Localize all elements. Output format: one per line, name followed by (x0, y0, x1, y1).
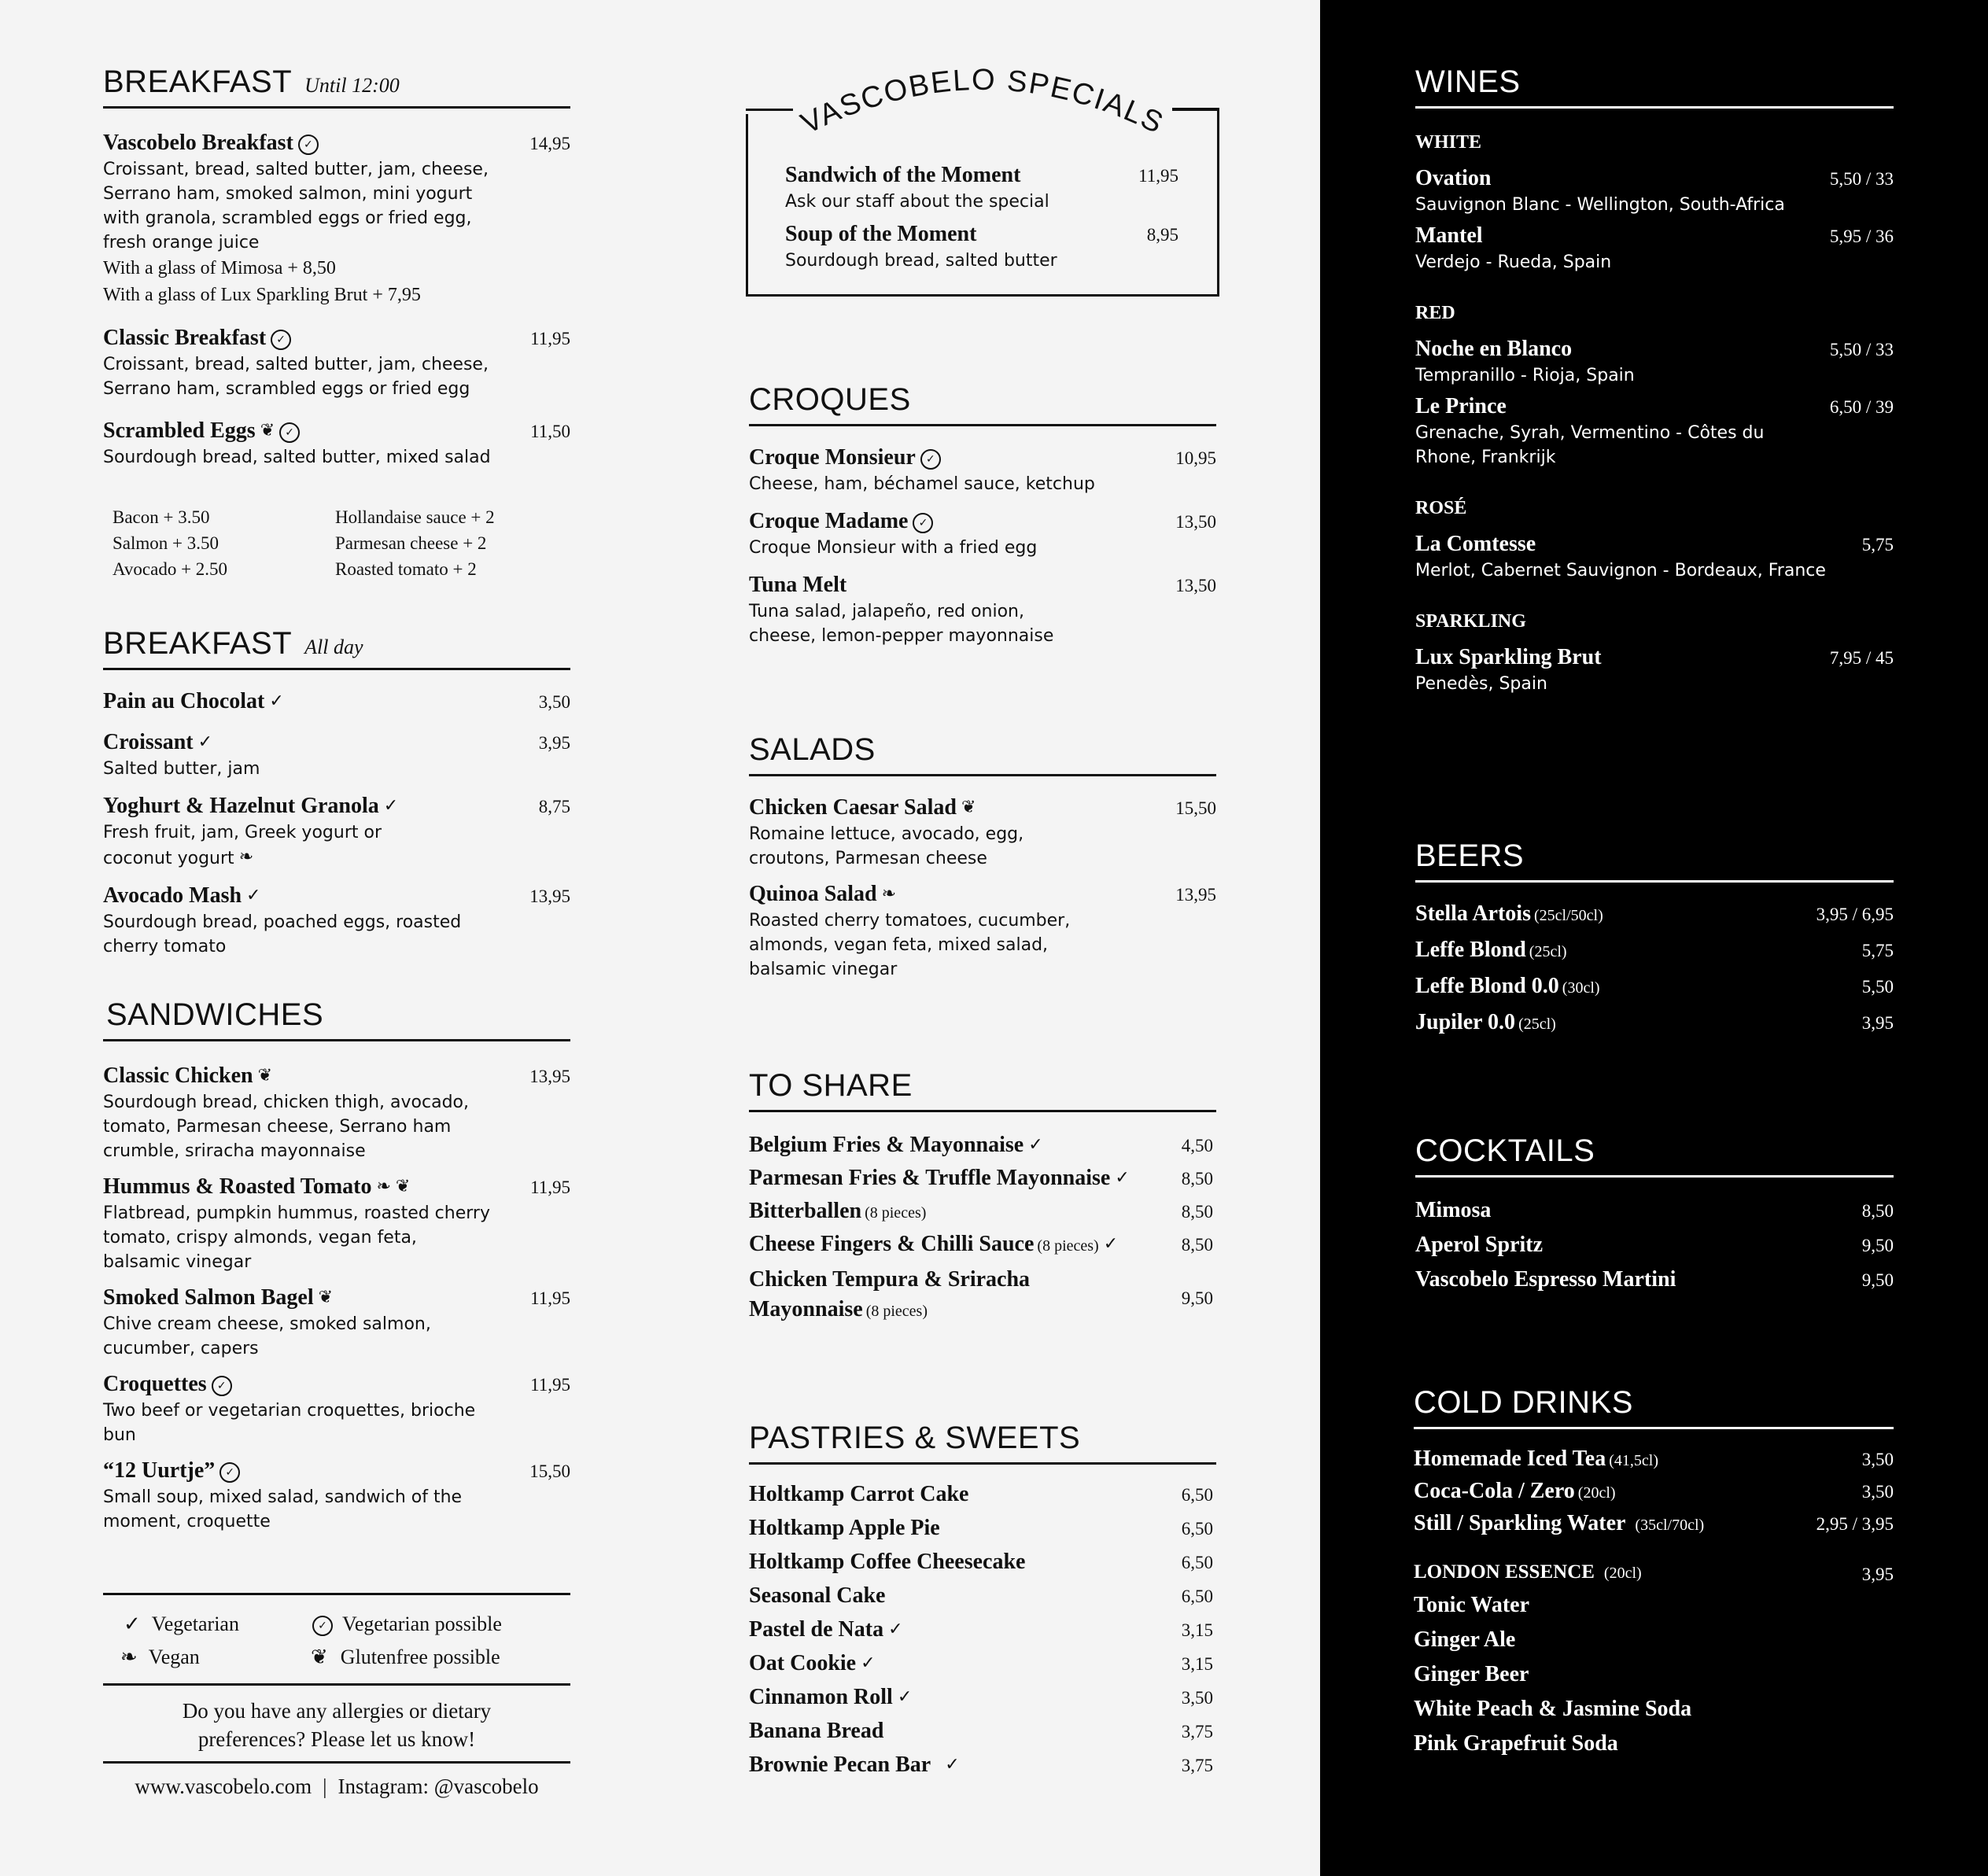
allergy-note-line: preferences? Please let us know! (197, 1727, 476, 1751)
item-price: 3,15 (1181, 1620, 1213, 1640)
item-name: Pastel de Nata (749, 1617, 884, 1642)
item-price: 5,50 (1861, 977, 1894, 997)
menu-item (103, 131, 570, 308)
section-title: BEERS (1415, 838, 1894, 883)
item-name: Avocado Mash (103, 883, 242, 908)
section-title (103, 626, 570, 670)
to-share-section (749, 1068, 1216, 1325)
item-name: La Comtesse (1415, 532, 1536, 556)
addon: Parmesan cheese + 2 (335, 533, 487, 553)
menu-item (1415, 394, 1894, 470)
item-name: Pink Grapefruit Soda (1414, 1731, 1618, 1756)
vegetarian-icon: ✓ (945, 1755, 960, 1775)
specials-title-arc (793, 61, 1172, 140)
cold-drinks-section (1414, 1385, 1894, 1756)
item-size: (8 pieces) (1037, 1237, 1099, 1255)
menu-item (1414, 1662, 1894, 1687)
menu-item (749, 1265, 1064, 1325)
vegetarian-icon: ✓ (383, 796, 399, 816)
item-price: 11,95 (530, 329, 570, 348)
item-description: Sourdough bread, salted butter (785, 251, 1057, 271)
item-name: Stella Artois (1415, 901, 1531, 926)
item-size: (25cl) (1529, 943, 1567, 960)
item-name: Yoghurt & Hazelnut Granola (103, 794, 379, 818)
legend-box (103, 1593, 570, 1686)
glutenfree-icon: ❦ (260, 421, 275, 440)
section-title: SALADS (749, 732, 1216, 776)
item-name: Noche en Blanco (1415, 337, 1573, 361)
wine-category-label: WHITE (1415, 132, 1482, 153)
item-price: 15,50 (1175, 798, 1216, 818)
item-name: Chicken Caesar Salad (749, 795, 957, 820)
item-size: (41,5cl) (1609, 1452, 1658, 1469)
vegetarian-icon: ✓ (124, 1612, 141, 1636)
item-description: Grenache, Syrah, Vermentino - Côtes du Rhone, Frankrijk (1415, 423, 1765, 467)
addons-right (335, 504, 495, 582)
item-description: Tuna salad, jalapeño, red onion, cheese, lemon-pepper mayonnaise (749, 602, 1054, 646)
item-name: Cheese Fingers & Chilli Sauce (749, 1232, 1035, 1256)
vegetarian-possible-icon: ✓ (271, 330, 291, 350)
legend-label: Glutenfree possible (340, 1646, 500, 1668)
menu-item (785, 222, 1178, 273)
item-description: Sauvignon Blanc - Wellington, South-Africa (1415, 195, 1785, 215)
vegetarian-possible-icon: ✓ (212, 1376, 232, 1396)
section-title: PASTRIES & SWEETS (749, 1421, 1216, 1465)
footer-links (103, 1773, 570, 1800)
website-link[interactable]: www.vascobelo.com (135, 1775, 312, 1798)
addon: Bacon + 3.50 (112, 507, 210, 527)
item-name: Chicken Tempura & Sriracha Mayonnaise (749, 1267, 1031, 1321)
item-description (103, 820, 402, 871)
item-description-text: Fresh fruit, jam, Greek yogurt or coconut yogurt (103, 823, 382, 868)
divider: | (323, 1775, 327, 1798)
item-price: 10,95 (1175, 448, 1216, 468)
item-name: Croque Madame (749, 509, 909, 533)
item-name: Ginger Beer (1414, 1662, 1529, 1686)
menu-item (749, 882, 1216, 982)
item-extra: With a glass of Lux Sparkling Brut + 7,95 (103, 285, 421, 305)
menu-item (1414, 1593, 1894, 1618)
item-price: 3,75 (1181, 1756, 1213, 1775)
legend-vegetarian (124, 1611, 239, 1638)
vegetarian-icon: ✓ (269, 691, 284, 711)
menu-item (103, 1063, 570, 1163)
menu-item (103, 689, 570, 714)
item-price: 6,50 (1181, 1485, 1213, 1505)
item-name: Smoked Salmon Bagel (103, 1285, 314, 1310)
item-name: Lux Sparkling Brut (1415, 645, 1602, 669)
item-name: Mantel (1415, 223, 1483, 248)
vegan-icon: ❧ (376, 1177, 391, 1196)
vegetarian-possible-icon: ✓ (920, 449, 941, 470)
menu-item (1414, 1627, 1894, 1653)
wines-section (1415, 64, 1894, 696)
item-description: Sourdough bread, chicken thigh, avocado, tomato, Parmesan cheese, Serrano ham crumble, sriracha mayonnaise (103, 1093, 469, 1161)
item-extra: With a glass of Mimosa + 8,50 (103, 258, 336, 278)
cocktails-section (1415, 1133, 1894, 1292)
section-title-text: BREAKFAST (103, 64, 293, 99)
menu-item (749, 1651, 1216, 1676)
menu-item (1414, 1731, 1894, 1756)
section-title: CROQUES (749, 382, 1216, 426)
glutenfree-icon: ❦ (311, 1646, 328, 1669)
item-name: Sandwich of the Moment (785, 163, 1021, 187)
item-size: (30cl) (1562, 979, 1600, 997)
vegan-icon: ❧ (120, 1646, 138, 1669)
menu-item (1415, 1233, 1894, 1258)
menu-item (1414, 1697, 1894, 1722)
item-name: Scrambled Eggs (103, 418, 256, 443)
item-price: 5,75 (1861, 941, 1894, 960)
item-price: 2,95 / 3,95 (1816, 1514, 1894, 1534)
item-name: Holtkamp Carrot Cake (749, 1482, 969, 1506)
menu-item (749, 1685, 1216, 1710)
legend-label: Vegan (148, 1646, 200, 1668)
vegetarian-icon: ✓ (1115, 1168, 1130, 1188)
item-name: Homemade Iced Tea (1414, 1447, 1606, 1471)
item-price: 6,50 (1181, 1553, 1213, 1572)
wine-category-label: RED (1415, 303, 1455, 323)
legend-vegetarian-possible (308, 1611, 502, 1638)
item-price: 11,95 (530, 1288, 570, 1308)
item-name: Ginger Ale (1414, 1627, 1516, 1652)
vegetarian-icon: ✓ (246, 886, 261, 905)
item-name: Classic Chicken (103, 1063, 253, 1088)
vegetarian-icon: ✓ (897, 1687, 913, 1707)
item-size: (20cl) (1577, 1484, 1616, 1502)
item-description: Sourdough bread, salted butter, mixed salad (103, 448, 491, 467)
section-subtitle: All day (304, 636, 363, 658)
item-price: 11,95 (530, 1178, 570, 1197)
item-price: 9,50 (1861, 1270, 1894, 1290)
item-name: Classic Breakfast (103, 326, 267, 350)
item-name: Seasonal Cake (749, 1583, 886, 1608)
menu-item (749, 1232, 1216, 1257)
vegetarian-possible-icon: ✓ (312, 1616, 333, 1636)
wine-category-label: SPARKLING (1415, 611, 1526, 632)
menu-item (1415, 223, 1894, 275)
vegetarian-possible-icon: ✓ (298, 135, 319, 155)
item-description: Croissant, bread, salted butter, jam, cheese, Serrano ham, smoked salmon, mini yogurt with granola, scrambled eggs or fried egg, fresh orange juice (103, 160, 489, 252)
item-price: 8,95 (1146, 225, 1178, 245)
menu-item (1414, 1447, 1894, 1472)
item-name: Bitterballen (749, 1199, 862, 1223)
menu-item (749, 1199, 1216, 1224)
item-price: 3,95 / 6,95 (1816, 905, 1894, 924)
item-description: Small soup, mixed salad, sandwich of the moment, croquette (103, 1487, 463, 1531)
menu-item (749, 1753, 1216, 1778)
item-name: Brownie Pecan Bar (749, 1753, 931, 1777)
vegetarian-icon: ✓ (197, 732, 213, 752)
menu-item (103, 418, 570, 470)
menu-item (749, 1482, 1216, 1507)
specials-title: VASCOBELO SPECIALS (795, 63, 1170, 140)
section-title: COCKTAILS (1415, 1133, 1894, 1178)
item-price: 11,95 (530, 1375, 570, 1395)
item-price: 3,50 (1181, 1688, 1213, 1708)
item-description: Cheese, ham, béchamel sauce, ketchup (749, 474, 1095, 494)
item-price: 14,95 (529, 134, 570, 153)
menu-item (1415, 645, 1894, 696)
menu-item (103, 794, 570, 871)
item-name: Parmesan Fries & Truffle Mayonnaise (749, 1166, 1111, 1190)
item-name: Pain au Chocolat (103, 689, 265, 713)
item-name: Cinnamon Roll (749, 1685, 893, 1709)
menu-item (749, 573, 1216, 648)
menu-item (103, 730, 570, 781)
item-price: 5,50 / 33 (1829, 169, 1894, 189)
item-name: Ovation (1415, 166, 1492, 190)
item-price: 13,95 (529, 1067, 570, 1086)
item-size: (20cl) (1603, 1565, 1642, 1582)
item-price: 3,50 (538, 692, 570, 712)
item-name: Vascobelo Breakfast (103, 131, 293, 155)
vegetarian-possible-icon: ✓ (219, 1462, 240, 1483)
salads-section (749, 732, 1216, 982)
item-description: Salted butter, jam (103, 759, 260, 779)
item-price: 11,95 (1138, 166, 1178, 186)
menu-item (1415, 901, 1894, 927)
addon: Avocado + 2.50 (112, 559, 228, 579)
item-size: (8 pieces) (865, 1303, 928, 1320)
item-price: 3,75 (1181, 1722, 1213, 1741)
menu-item (749, 1719, 1216, 1744)
item-description: Roasted cherry tomatoes, cucumber, almonds, vegan feta, mixed salad, balsamic vinegar (749, 911, 1071, 979)
vegetarian-icon: ✓ (1103, 1234, 1119, 1254)
menu-item (785, 163, 1178, 214)
pastries-section (749, 1421, 1216, 1778)
item-size: (35cl/70cl) (1635, 1517, 1705, 1534)
menu-item (103, 1372, 570, 1447)
allergy-note-line: Do you have any allergies or dietary (182, 1699, 492, 1723)
item-name: Jupiler 0.0 (1415, 1010, 1516, 1034)
item-name: Aperol Spritz (1415, 1233, 1544, 1257)
svg-text:VASCOBELO SPECIALS (796, 64, 1169, 140)
menu-item (1415, 1010, 1894, 1035)
item-price: 5,95 / 36 (1829, 227, 1894, 246)
item-price: 13,50 (1175, 512, 1216, 532)
item-description: Chive cream cheese, smoked salmon, cucumber, capers (103, 1314, 431, 1358)
item-description: Verdejo - Rueda, Spain (1415, 252, 1612, 272)
menu-item (103, 1458, 570, 1534)
legend-vegan (120, 1644, 200, 1671)
addon: Roasted tomato + 2 (335, 559, 477, 579)
item-size: (8 pieces) (865, 1204, 927, 1222)
item-name: Tonic Water (1414, 1593, 1530, 1617)
item-price: 3,95 (538, 733, 570, 753)
item-price: 11,50 (530, 422, 570, 441)
item-name: Croissant (103, 730, 194, 754)
item-price: 8,50 (1861, 1201, 1894, 1221)
item-price: 3,50 (1861, 1450, 1894, 1469)
glutenfree-icon: ❦ (395, 1177, 411, 1196)
item-name: Le Prince (1415, 394, 1507, 418)
item-name: Vascobelo Espresso Martini (1415, 1267, 1676, 1292)
menu-item (749, 1516, 1216, 1541)
menu-item (749, 1166, 1216, 1191)
item-price: 6,50 / 39 (1829, 397, 1894, 417)
item-price: 15,50 (529, 1461, 570, 1481)
menu-item (1414, 1479, 1894, 1504)
addon: Salmon + 3.50 (112, 533, 219, 553)
menu-item (103, 1285, 570, 1361)
menu-item (1415, 1198, 1894, 1223)
menu-item (103, 326, 570, 401)
item-description: Merlot, Cabernet Sauvignon - Bordeaux, France (1415, 561, 1826, 580)
item-name: “12 Uurtje” (103, 1458, 216, 1483)
specials-section (746, 63, 1219, 302)
section-title: COLD DRINKS (1414, 1385, 1894, 1429)
vegetarian-icon: ✓ (888, 1620, 903, 1639)
vegetarian-possible-icon: ✓ (913, 513, 933, 533)
menu-item (749, 1617, 1216, 1642)
vegan-icon: ❧ (238, 847, 254, 867)
vegetarian-icon: ✓ (861, 1653, 876, 1673)
item-description: Croque Monsieur with a fried egg (749, 538, 1038, 558)
menu-item (749, 1133, 1216, 1158)
menu-item (749, 445, 1216, 496)
addons-left (112, 504, 227, 582)
glutenfree-icon: ❦ (961, 798, 976, 817)
section-title: SANDWICHES (103, 997, 570, 1041)
item-name: Still / Sparkling Water (1414, 1511, 1626, 1535)
item-size: (25cl) (1518, 1015, 1556, 1033)
item-description: Flatbread, pumpkin hummus, roasted cherry tomato, crispy almonds, vegan feta, balsamic vinegar (103, 1203, 490, 1272)
item-name: Croquettes (103, 1372, 207, 1396)
allergy-note (103, 1686, 570, 1764)
item-description: Croissant, bread, salted butter, jam, cheese, Serrano ham, scrambled eggs or fried egg (103, 355, 489, 399)
menu-item (103, 883, 570, 959)
section-title: WINES (1415, 64, 1894, 109)
item-name: Tuna Melt (749, 573, 847, 597)
croques-section (749, 382, 1216, 648)
line (1172, 109, 1219, 111)
legend-label: Vegetarian (151, 1612, 239, 1635)
glutenfree-icon: ❦ (257, 1066, 273, 1085)
item-price: 13,95 (529, 886, 570, 906)
item-description: Two beef or vegetarian croquettes, brioche bun (103, 1401, 476, 1445)
item-price: 6,50 (1181, 1587, 1213, 1606)
legend (103, 1593, 570, 1800)
item-price: 5,75 (1861, 535, 1894, 555)
item-price: 4,50 (1181, 1136, 1213, 1155)
item-price: 8,50 (1181, 1235, 1213, 1255)
breakfast-allday-section (103, 626, 570, 959)
menu-item (749, 1583, 1216, 1609)
item-price: 9,50 (1181, 1288, 1213, 1308)
item-description: Romaine lettuce, avocado, egg, croutons, Parmesan cheese (749, 824, 1024, 868)
section-subtitle: Until 12:00 (304, 74, 400, 97)
item-price: 8,50 (1181, 1169, 1213, 1189)
menu-item (103, 1174, 570, 1274)
section-title-text: BREAKFAST (103, 626, 293, 661)
item-name: Croque Monsieur (749, 445, 916, 470)
vegan-icon: ❧ (881, 884, 897, 904)
beers-section (1415, 838, 1894, 1035)
menu-item (1415, 337, 1894, 388)
breakfast-morning-section (103, 64, 570, 591)
item-size: (25cl/50cl) (1534, 907, 1603, 924)
legend-glutenfree (311, 1644, 500, 1671)
specials-list (785, 163, 1178, 273)
item-name: White Peach & Jasmine Soda (1414, 1697, 1692, 1721)
item-name: Soup of the Moment (785, 222, 977, 246)
wine-category-label: ROSÉ (1415, 498, 1467, 518)
line (746, 109, 793, 111)
item-price: 3,50 (1861, 1482, 1894, 1502)
item-price: 13,95 (1175, 885, 1216, 905)
item-price: 8,50 (1181, 1202, 1213, 1222)
menu-item (1415, 166, 1894, 217)
item-description: Penedès, Spain (1415, 674, 1547, 694)
item-name: Coca-Cola / Zero (1414, 1479, 1575, 1503)
glutenfree-icon: ❦ (318, 1288, 334, 1307)
menu-item (1415, 1267, 1894, 1292)
section-title (103, 64, 570, 109)
item-name: Holtkamp Coffee Cheesecake (749, 1550, 1026, 1574)
vegetarian-icon: ✓ (1028, 1135, 1043, 1155)
item-price: 8,75 (538, 797, 570, 816)
item-price: 3,15 (1181, 1654, 1213, 1674)
item-price: 3,95 (1861, 1565, 1894, 1584)
item-name: Belgium Fries & Mayonnaise (749, 1133, 1024, 1157)
item-price: 3,95 (1861, 1013, 1894, 1033)
item-price: 5,50 / 33 (1829, 340, 1894, 359)
london-essence-label: LONDON ESSENCE (1414, 1561, 1595, 1583)
item-name: Oat Cookie (749, 1651, 857, 1675)
item-price: 9,50 (1861, 1236, 1894, 1255)
menu-item (1414, 1511, 1894, 1536)
menu-item (749, 1550, 1216, 1575)
item-description: Sourdough bread, poached eggs, roasted cherry tomato (103, 912, 462, 956)
menu-item (1415, 532, 1894, 583)
item-description: Tempranillo - Rioja, Spain (1415, 366, 1635, 385)
item-name: Banana Bread (749, 1719, 884, 1743)
sandwiches-section (103, 997, 570, 1534)
item-description: Ask our staff about the special (785, 192, 1049, 212)
item-name: Leffe Blond 0.0 (1415, 974, 1559, 998)
legend-label: Vegetarian possible (342, 1612, 502, 1635)
item-name: Quinoa Salad (749, 882, 877, 906)
section-title: TO SHARE (749, 1068, 1216, 1112)
instagram-link[interactable]: Instagram: @vascobelo (337, 1775, 539, 1798)
item-name: Leffe Blond (1415, 938, 1526, 962)
menu-item (1415, 974, 1894, 999)
menu-item (749, 509, 1216, 560)
item-price: 13,50 (1175, 576, 1216, 595)
item-name: Hummus & Roasted Tomato (103, 1174, 372, 1199)
item-price: 7,95 / 45 (1829, 648, 1894, 668)
item-price: 6,50 (1181, 1519, 1213, 1539)
london-essence-header (1414, 1561, 1894, 1583)
menu-item (1415, 938, 1894, 963)
addons (103, 504, 570, 591)
addon: Hollandaise sauce + 2 (335, 507, 495, 527)
vegetarian-possible-icon: ✓ (279, 422, 300, 443)
menu-item (749, 795, 1216, 871)
item-name: Mimosa (1415, 1198, 1492, 1222)
item-name: Holtkamp Apple Pie (749, 1516, 940, 1540)
